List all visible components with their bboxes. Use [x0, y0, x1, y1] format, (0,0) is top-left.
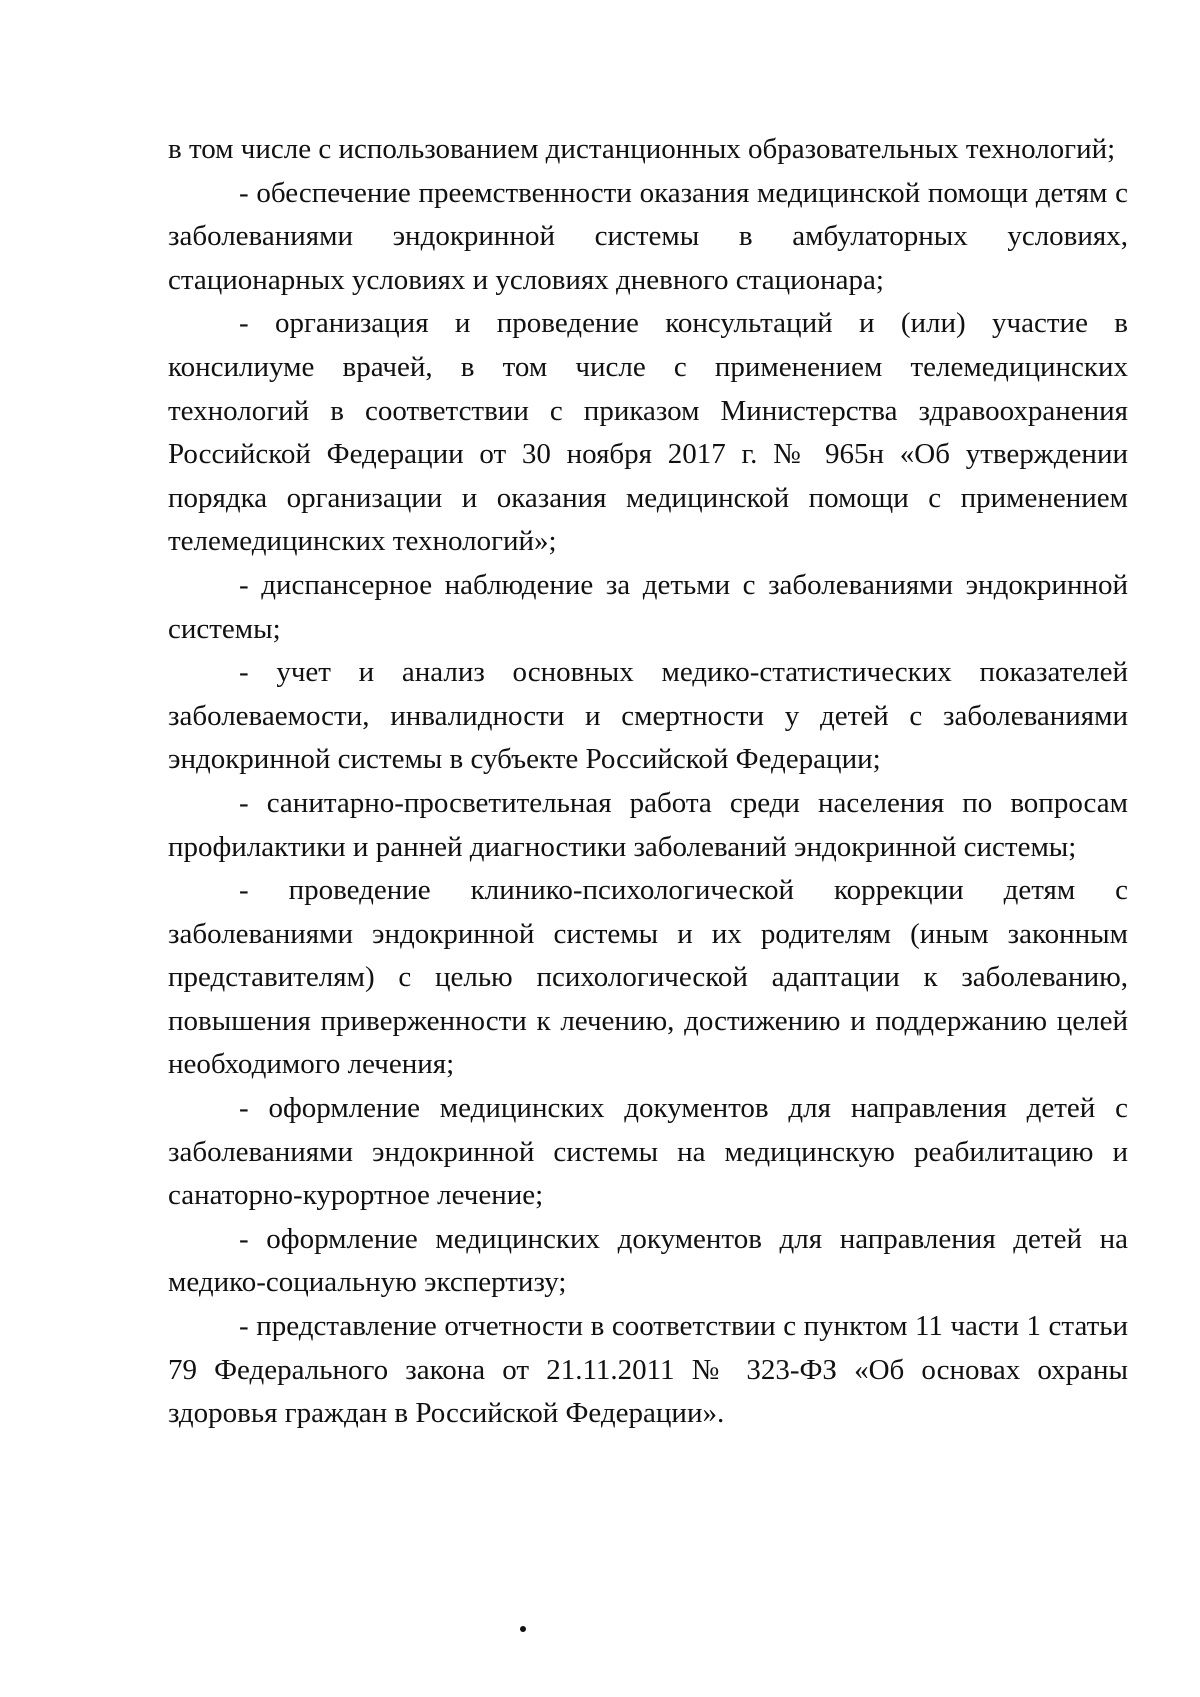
paragraph-health-education: - санитарно-просветительная работа среди населения по вопросам профилактики и ранней диагностики заболеваний эндокринной системы;	[168, 786, 1128, 863]
paragraph-statistics-analysis: - учет и анализ основных медико-статистических показателей заболеваемости, инвалидности и смертности у детей с заболеваниями эндокринной системы в субъекте Российской Федерации;	[168, 656, 1128, 776]
document-body	[168, 128, 1128, 1436]
paragraph-expertise-documents: - оформление медицинских документов для направления детей на медико-социальную экспертизу;	[168, 1222, 1128, 1299]
paragraph-rehabilitation-documents: - оформление медицинских документов для направления детей с заболеваниями эндокринной системы на медицинскую реабилитацию и санаторно-курортное лечение;	[168, 1092, 1128, 1212]
paragraph-dispensary-observation: - диспансерное наблюдение за детьми с заболеваниями эндокринной системы;	[168, 568, 1128, 645]
paragraph-consultations: - организация и проведение консультаций и (или) участие в консилиуме врачей, в том числе с применением телемедицинских технологий в соответствии с приказом Министерства здравоохранения Российской Федерации от 30 ноября 2017 г. № 965н «Об утверждении порядка организации и оказания медицинской помощи с применением телемедицинских технологий»;	[168, 307, 1128, 558]
paragraph-continuation: в том числе с использованием дистанционных образовательных технологий;	[168, 133, 1116, 165]
paragraph-psychological-correction: - проведение клинико-психологической коррекции детям с заболеваниями эндокринной системы и их родителям (иным законным представителям) с целью психологической адаптации к заболеванию, повышения приверженности к лечению, достижению и поддержанию целей необходимого лечения;	[168, 874, 1128, 1081]
page-dot-mark	[520, 1626, 526, 1632]
paragraph-reporting: - представление отчетности в соответствии с пунктом 11 части 1 статьи 79 Федерального закона от 21.11.2011 № 323-ФЗ «Об основах охраны здоровья граждан в Российской Федерации».	[168, 1310, 1128, 1430]
paragraph-continuity-of-care: - обеспечение преемственности оказания медицинской помощи детям с заболеваниями эндокринной системы в амбулаторных условиях, стационарных условиях и условиях дневного стационара;	[168, 176, 1128, 296]
